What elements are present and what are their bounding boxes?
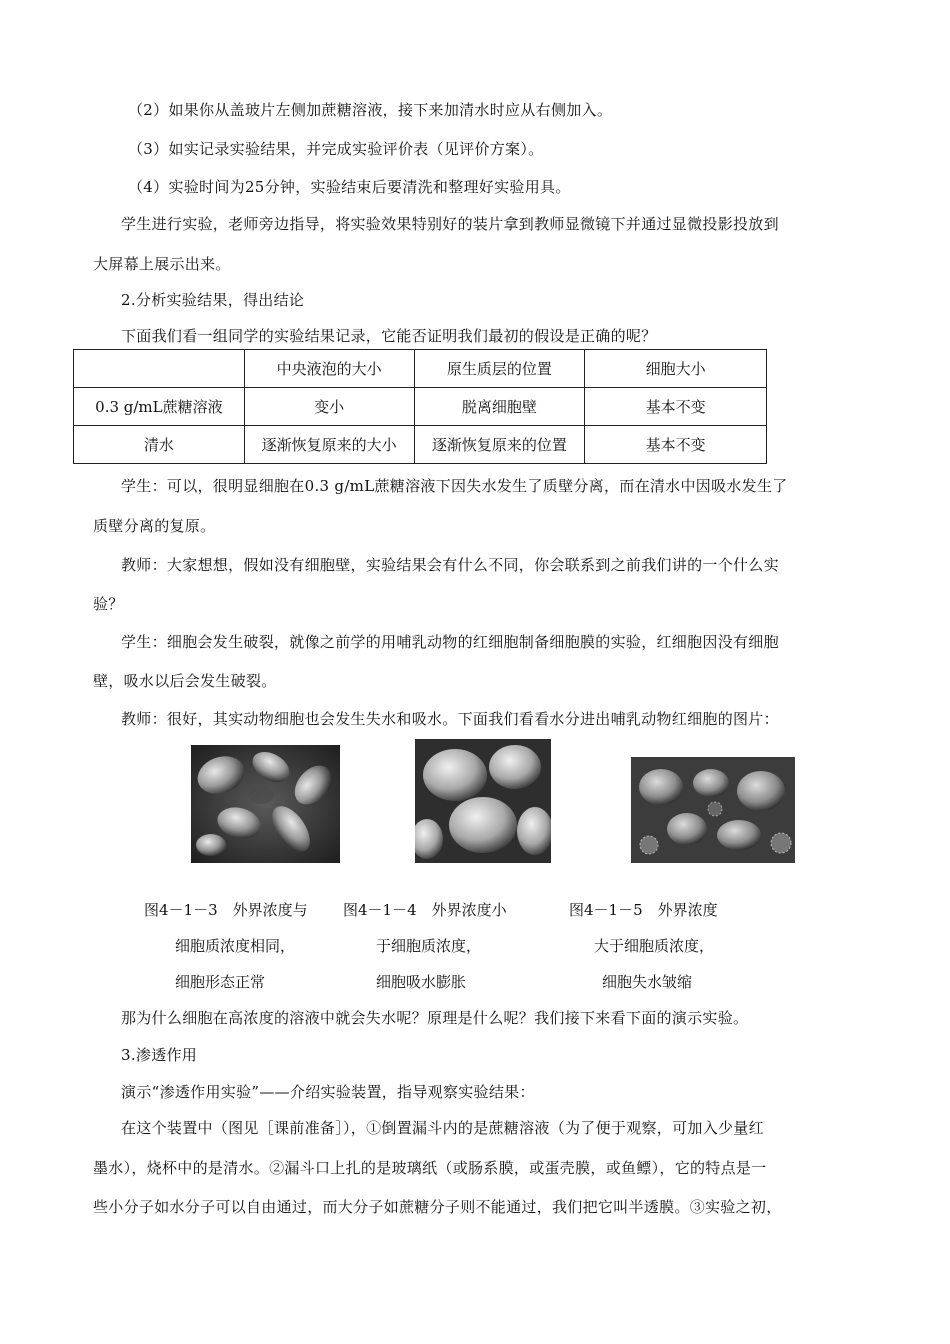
figure-caption-1-line3: 细胞形态正常	[175, 973, 266, 991]
figure-caption-3-line1: 图4－1－5 外界浓度	[569, 901, 718, 919]
section-heading-3: 3.渗透作用	[121, 1046, 198, 1064]
figure-caption-1-line1: 图4－1－3 外界浓度与	[144, 901, 308, 919]
red-blood-cell-normal-image	[191, 745, 340, 863]
paragraph-apparatus-line3: 些小分子如水分子可以自由通过，而大分子如蔗糖分子则不能通过，我们把它叫半透膜。③实验之初，	[93, 1198, 782, 1216]
paragraph-step-2: （2）如果你从盖玻片左侧加蔗糖溶液，接下来加清水时应从右侧加入。	[128, 101, 613, 119]
paragraph-question: 那为什么细胞在高浓度的溶液中就会失水呢？原理是什么呢？我们接下来看下面的演示实验。	[121, 1009, 749, 1027]
table-row	[74, 426, 767, 464]
paragraph-student-2-line1: 学生：细胞会发生破裂，就像之前学的用哺乳动物的红细胞制备细胞膜的实验，红细胞因没有细胞	[121, 633, 779, 651]
table-cell: 逐渐恢复原来的位置	[414, 426, 585, 464]
paragraph-apparatus-line2: 墨水），烧杯中的是清水。②漏斗口上扎的是玻璃纸（或肠系膜，或蛋壳膜，或鱼鳔），它的特点是一	[93, 1159, 767, 1177]
table-cell: 逐渐恢复原来的大小	[244, 426, 414, 464]
results-table	[73, 349, 767, 464]
paragraph-student-1-line1: 学生：可以，很明显细胞在0.3 g/mL蔗糖溶液下因失水发生了质壁分离，而在清水中因吸水发生了	[121, 477, 788, 495]
figure-caption-3-line2: 大于细胞质浓度，	[594, 937, 715, 955]
paragraph-student-2-line2: 壁，吸水以后会发生破裂。	[93, 672, 277, 690]
paragraph-table-intro: 下面我们看一组同学的实验结果记录，它能否证明我们最初的假设是正确的呢？	[121, 327, 657, 345]
table-header-row	[74, 350, 767, 388]
table-row	[74, 388, 767, 426]
table-header-cell	[74, 350, 245, 388]
paragraph-teacher-2: 教师：很好，其实动物细胞也会发生失水和吸水。下面我们看看水分进出哺乳动物红细胞的图片：	[121, 710, 779, 728]
table-header-cell: 原生质层的位置	[414, 350, 585, 388]
table-cell: 清水	[74, 426, 245, 464]
red-blood-cell-shrunken-image	[631, 757, 795, 863]
figure-caption-2-line2: 于细胞质浓度，	[376, 937, 482, 955]
table-cell: 基本不变	[585, 426, 767, 464]
paragraph-apparatus-line1: 在这个装置中（图见［课前准备］），①倒置漏斗内的是蔗糖溶液（为了便于观察，可加入少量红	[121, 1119, 764, 1137]
figure-caption-2-line3: 细胞吸水膨胀	[376, 973, 467, 991]
figure-caption-2-line1: 图4－1－4 外界浓度小	[343, 901, 507, 919]
paragraph-experiment-line1: 学生进行实验，老师旁边指导，将实验效果特别好的装片拿到教师显微镜下并通过显微投影投放到	[121, 215, 779, 233]
table-header-cell: 中央液泡的大小	[244, 350, 414, 388]
table-cell: 基本不变	[585, 388, 767, 426]
red-blood-cell-swollen-image	[415, 739, 551, 863]
paragraph-teacher-1-line1: 教师：大家想想，假如没有细胞壁，实验结果会有什么不同，你会联系到之前我们讲的一个什么实	[121, 556, 779, 574]
paragraph-experiment-line2: 大屏幕上展示出来。	[93, 255, 231, 273]
paragraph-teacher-1-line2: 验？	[93, 595, 124, 613]
figure-caption-3-line3: 细胞失水皱缩	[602, 973, 693, 991]
section-heading-2: 2.分析实验结果，得出结论	[121, 291, 305, 309]
paragraph-step-3: （3）如实记录实验结果，并完成实验评价表（见评价方案）。	[128, 140, 544, 158]
table-cell: 变小	[244, 388, 414, 426]
table-cell: 脱离细胞壁	[414, 388, 585, 426]
table-cell: 0.3 g/mL蔗糖溶液	[74, 388, 245, 426]
paragraph-student-1-line2: 质壁分离的复原。	[93, 517, 216, 535]
table-header-cell: 细胞大小	[585, 350, 767, 388]
paragraph-demo-intro: 演示“渗透作用实验”——介绍实验装置，指导观察实验结果：	[121, 1083, 535, 1101]
figure-caption-1-line2: 细胞质浓度相同，	[175, 937, 296, 955]
paragraph-step-4: （4）实验时间为25分钟，实验结束后要清洗和整理好实验用具。	[128, 178, 571, 196]
